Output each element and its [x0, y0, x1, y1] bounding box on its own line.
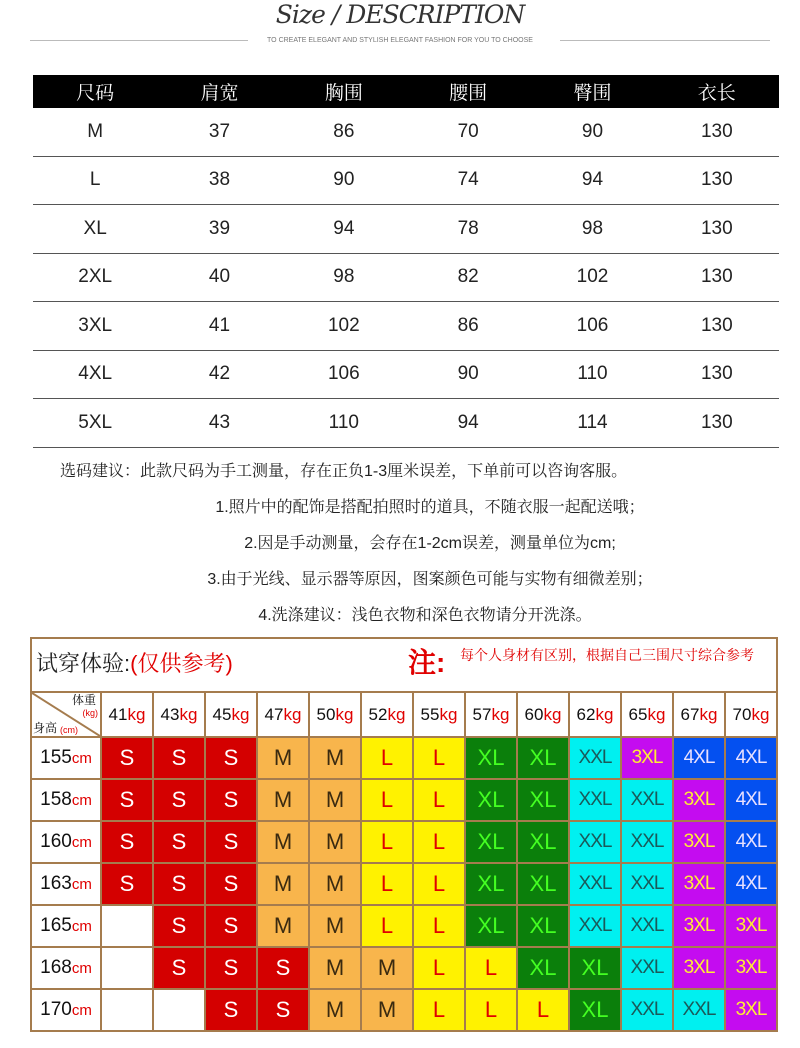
table-cell: 90: [457, 363, 479, 385]
size-cell: S: [154, 780, 206, 820]
table-cell: 90: [333, 169, 355, 191]
table-cell: 5XL: [78, 411, 113, 433]
weight-header: [674, 693, 726, 736]
size-cell: M: [258, 780, 310, 820]
size-cell: XXL: [674, 990, 726, 1030]
table-cell: 106: [327, 363, 360, 385]
table-row: [33, 351, 779, 400]
table-cell: 130: [700, 314, 733, 336]
weight-value: 41: [108, 704, 128, 724]
column-header: 衣长: [697, 83, 736, 104]
table-row: [33, 205, 779, 254]
size-cell: L: [414, 948, 466, 988]
note-line: 1.照片中的配饰是搭配拍照时的道具，不随衣服一起配送哦；: [215, 499, 645, 516]
table-row: [33, 254, 779, 303]
size-cell: M: [258, 864, 310, 904]
size-cell: XXL: [570, 780, 622, 820]
height-label: [32, 780, 102, 820]
size-cell: M: [310, 738, 362, 778]
height-value: 155: [40, 747, 72, 768]
size-cell: S: [102, 864, 154, 904]
size-cell: M: [310, 864, 362, 904]
size-cell: M: [310, 948, 362, 988]
size-cell: S: [154, 738, 206, 778]
table-row: [33, 108, 779, 157]
description-subtitle: TO CREATE ELEGANT AND STYLISH ELEGANT FASHION FOR YOU TO CHOOSE: [267, 37, 533, 44]
table-cell: 43: [208, 411, 231, 433]
table-cell: 42: [208, 363, 231, 385]
weight-unit: kg: [699, 704, 718, 724]
table-cell: 98: [333, 266, 355, 288]
size-cell: M: [310, 780, 362, 820]
size-cell: L: [414, 864, 466, 904]
table-cell: 86: [457, 314, 479, 336]
height-label: [32, 864, 102, 904]
table-cell: 4XL: [78, 363, 113, 385]
size-cell: XL: [570, 990, 622, 1030]
weight-unit: kg: [387, 704, 406, 724]
table-cell: 110: [328, 411, 359, 433]
column-header: 臀围: [573, 83, 612, 104]
table-cell: 130: [700, 363, 733, 385]
size-cell: XL: [518, 822, 570, 862]
fit-row: [32, 864, 776, 906]
height-label: [32, 738, 102, 778]
size-cell: XXL: [570, 822, 622, 862]
size-cell: XL: [466, 738, 518, 778]
weight-header: [726, 693, 776, 736]
table-cell: 74: [457, 169, 479, 191]
table-cell: 110: [577, 363, 608, 385]
height-unit: cm: [71, 833, 92, 851]
height-unit: cm: [71, 749, 92, 767]
size-cell: [102, 906, 154, 946]
table-cell: 94: [581, 169, 604, 191]
note-line: 2.因是手动测量，会存在1-2cm误差，测量单位为cm;: [244, 535, 616, 552]
height-value: 170: [40, 999, 72, 1020]
size-cell: M: [310, 906, 362, 946]
table-cell: L: [89, 169, 101, 191]
size-cell: S: [102, 822, 154, 862]
table-row: [33, 399, 779, 448]
size-cell: L: [414, 738, 466, 778]
size-cell: L: [414, 906, 466, 946]
corner-cell: [32, 693, 102, 736]
note-line: 3.由于光线、显示器等原因，图案颜色可能与实物有细微差别；: [207, 571, 653, 588]
size-cell: S: [154, 948, 206, 988]
table-cell: 90: [581, 120, 604, 142]
size-cell: L: [414, 822, 466, 862]
fit-row: [32, 990, 776, 1030]
size-cell: S: [206, 990, 258, 1030]
table-cell: 94: [457, 411, 479, 433]
fit-chart-title-row: [32, 639, 776, 693]
weight-value: 43: [160, 704, 180, 724]
table-cell: 94: [333, 217, 355, 239]
size-cell: XXL: [622, 990, 674, 1030]
size-cell: 3XL: [726, 990, 776, 1030]
weight-unit: kg: [335, 704, 354, 724]
table-cell: 82: [457, 266, 479, 288]
height-label: [32, 822, 102, 862]
size-cell: S: [206, 780, 258, 820]
table-cell: 130: [700, 169, 733, 191]
size-cell: M: [258, 906, 310, 946]
size-cell: M: [310, 822, 362, 862]
table-cell: 3XL: [78, 314, 113, 336]
height-label: [32, 990, 102, 1030]
notes: [0, 458, 800, 638]
size-cell: [102, 990, 154, 1030]
height-value: 160: [40, 831, 72, 852]
table-cell: 98: [581, 217, 604, 239]
table-cell: 114: [577, 411, 608, 433]
column-header: 肩宽: [200, 83, 239, 104]
size-cell: S: [154, 822, 206, 862]
height-value: 165: [40, 915, 72, 936]
weight-header: [206, 693, 258, 736]
size-cell: XL: [518, 948, 570, 988]
size-cell: XL: [466, 864, 518, 904]
weight-value: 57: [472, 704, 492, 724]
table-cell: M: [87, 120, 104, 142]
size-cell: 4XL: [726, 738, 776, 778]
size-cell: XL: [518, 738, 570, 778]
weight-value: 70: [732, 704, 752, 724]
table-cell: 130: [700, 217, 733, 239]
weight-value: 67: [680, 704, 700, 724]
table-cell: 40: [208, 266, 231, 288]
size-cell: S: [102, 780, 154, 820]
table-cell: 102: [327, 314, 360, 336]
table-cell: 2XL: [78, 266, 113, 288]
table-cell: XL: [83, 217, 107, 239]
height-value: 158: [40, 789, 72, 810]
table-cell: 130: [700, 266, 733, 288]
size-cell: S: [154, 864, 206, 904]
height-unit: (cm): [60, 725, 78, 735]
fit-chart-title-note: (仅供参考): [130, 651, 233, 676]
size-cell: S: [102, 738, 154, 778]
weight-value: 65: [628, 704, 648, 724]
height-label: 身高: [33, 721, 58, 735]
weight-header: [622, 693, 674, 736]
height-label: [32, 948, 102, 988]
weight-header: [258, 693, 310, 736]
height-unit: cm: [71, 959, 92, 977]
table-cell: 130: [700, 120, 733, 142]
table-cell: 78: [457, 217, 479, 239]
height-value: 163: [40, 873, 72, 894]
weight-unit: kg: [647, 704, 666, 724]
height-unit: cm: [71, 917, 92, 935]
weight-header: [570, 693, 622, 736]
size-cell: S: [154, 906, 206, 946]
weight-unit: kg: [179, 704, 198, 724]
size-cell: XL: [518, 906, 570, 946]
size-cell: 3XL: [674, 864, 726, 904]
size-cell: XL: [466, 906, 518, 946]
weight-header: [154, 693, 206, 736]
size-cell: S: [258, 990, 310, 1030]
size-cell: XL: [466, 780, 518, 820]
size-cell: XL: [518, 780, 570, 820]
weight-header: [310, 693, 362, 736]
note-line: 4.洗涤建议：浅色衣物和深色衣物请分开洗涤。: [258, 607, 592, 624]
weight-unit: kg: [751, 704, 770, 724]
size-cell: XXL: [622, 822, 674, 862]
table-cell: 106: [576, 314, 609, 336]
height-label: [32, 906, 102, 946]
size-cell: S: [206, 906, 258, 946]
weight-unit: kg: [595, 704, 614, 724]
size-cell: S: [206, 822, 258, 862]
size-cell: 4XL: [726, 822, 776, 862]
size-cell: 3XL: [622, 738, 674, 778]
weight-header: [362, 693, 414, 736]
note-line: 选码建议：此款尺码为手工测量，存在正负1-3厘米误差，下单前可以咨询客服。: [60, 463, 628, 480]
fit-row: [32, 780, 776, 822]
size-cell: XL: [466, 822, 518, 862]
weight-unit: kg: [491, 704, 510, 724]
size-cell: 3XL: [726, 948, 776, 988]
description-title: Size / DESCRIPTION: [275, 0, 525, 29]
fit-row: [32, 948, 776, 990]
weight-value: 45: [212, 704, 232, 724]
weight-unit: kg: [543, 704, 562, 724]
size-cell: 3XL: [726, 906, 776, 946]
size-cell: M: [258, 738, 310, 778]
weight-value: 47: [264, 704, 284, 724]
table-cell: 130: [700, 411, 733, 433]
size-cell: XXL: [570, 864, 622, 904]
size-cell: S: [206, 864, 258, 904]
size-cell: XXL: [622, 864, 674, 904]
size-cell: 3XL: [674, 948, 726, 988]
size-cell: 3XL: [674, 822, 726, 862]
size-cell: [102, 948, 154, 988]
size-cell: XL: [518, 864, 570, 904]
table-cell: 39: [208, 217, 231, 239]
size-cell: S: [258, 948, 310, 988]
column-header: 胸围: [324, 83, 363, 104]
size-cell: M: [362, 948, 414, 988]
size-cell: XXL: [570, 906, 622, 946]
fit-chart: [30, 637, 778, 1032]
column-header: 腰围: [449, 83, 488, 104]
fit-chart-note: 每个人身材有区别，根据自己三围尺寸综合参考: [460, 647, 754, 663]
note-mark: 注:: [408, 647, 446, 678]
height-unit: cm: [71, 1001, 92, 1019]
size-cell: 3XL: [674, 780, 726, 820]
weight-value: 50: [316, 704, 336, 724]
size-cell: 3XL: [674, 906, 726, 946]
weight-header: [102, 693, 154, 736]
weight-header: [518, 693, 570, 736]
column-header: 尺码: [76, 83, 115, 104]
size-cell: L: [362, 780, 414, 820]
weight-value: 55: [420, 704, 440, 724]
table-row: [33, 302, 779, 351]
height-unit: cm: [71, 791, 92, 809]
size-cell: L: [362, 738, 414, 778]
table-cell: 37: [208, 120, 231, 142]
size-cell: XL: [570, 948, 622, 988]
weight-unit: kg: [231, 704, 250, 724]
weight-unit: kg: [439, 704, 458, 724]
size-cell: L: [466, 948, 518, 988]
fit-row: [32, 906, 776, 948]
fit-chart-title: 试穿体验:: [36, 651, 131, 676]
size-cell: XXL: [622, 948, 674, 988]
size-table: [33, 75, 779, 448]
size-cell: M: [362, 990, 414, 1030]
size-table-header: [33, 75, 779, 108]
weight-unit: kg: [283, 704, 302, 724]
size-cell: L: [362, 822, 414, 862]
weight-value: 52: [368, 704, 388, 724]
size-cell: L: [414, 990, 466, 1030]
table-cell: 70: [457, 120, 479, 142]
weight-header-row: [32, 693, 776, 738]
table-cell: 38: [208, 169, 231, 191]
size-cell: L: [518, 990, 570, 1030]
table-cell: 102: [576, 266, 609, 288]
height-value: 168: [40, 957, 72, 978]
size-cell: L: [466, 990, 518, 1030]
weight-label: 体重: [71, 693, 96, 707]
weight-unit: kg: [127, 704, 146, 724]
fit-row: [32, 738, 776, 780]
table-cell: 86: [333, 120, 355, 142]
size-cell: 4XL: [674, 738, 726, 778]
size-cell: XXL: [570, 738, 622, 778]
size-cell: L: [362, 864, 414, 904]
weight-value: 60: [524, 704, 544, 724]
fit-row: [32, 822, 776, 864]
size-cell: XXL: [622, 780, 674, 820]
table-row: [33, 157, 779, 206]
height-unit: cm: [71, 875, 92, 893]
weight-unit: (kg): [82, 708, 98, 718]
size-cell: L: [362, 906, 414, 946]
size-cell: 4XL: [726, 864, 776, 904]
size-cell: L: [414, 780, 466, 820]
size-cell: [154, 990, 206, 1030]
size-cell: S: [206, 738, 258, 778]
size-cell: M: [258, 822, 310, 862]
size-cell: S: [206, 948, 258, 988]
weight-header: [466, 693, 518, 736]
weight-value: 62: [576, 704, 596, 724]
weight-header: [414, 693, 466, 736]
table-cell: 41: [208, 314, 231, 336]
size-cell: M: [310, 990, 362, 1030]
size-cell: 4XL: [726, 780, 776, 820]
size-cell: XXL: [622, 906, 674, 946]
